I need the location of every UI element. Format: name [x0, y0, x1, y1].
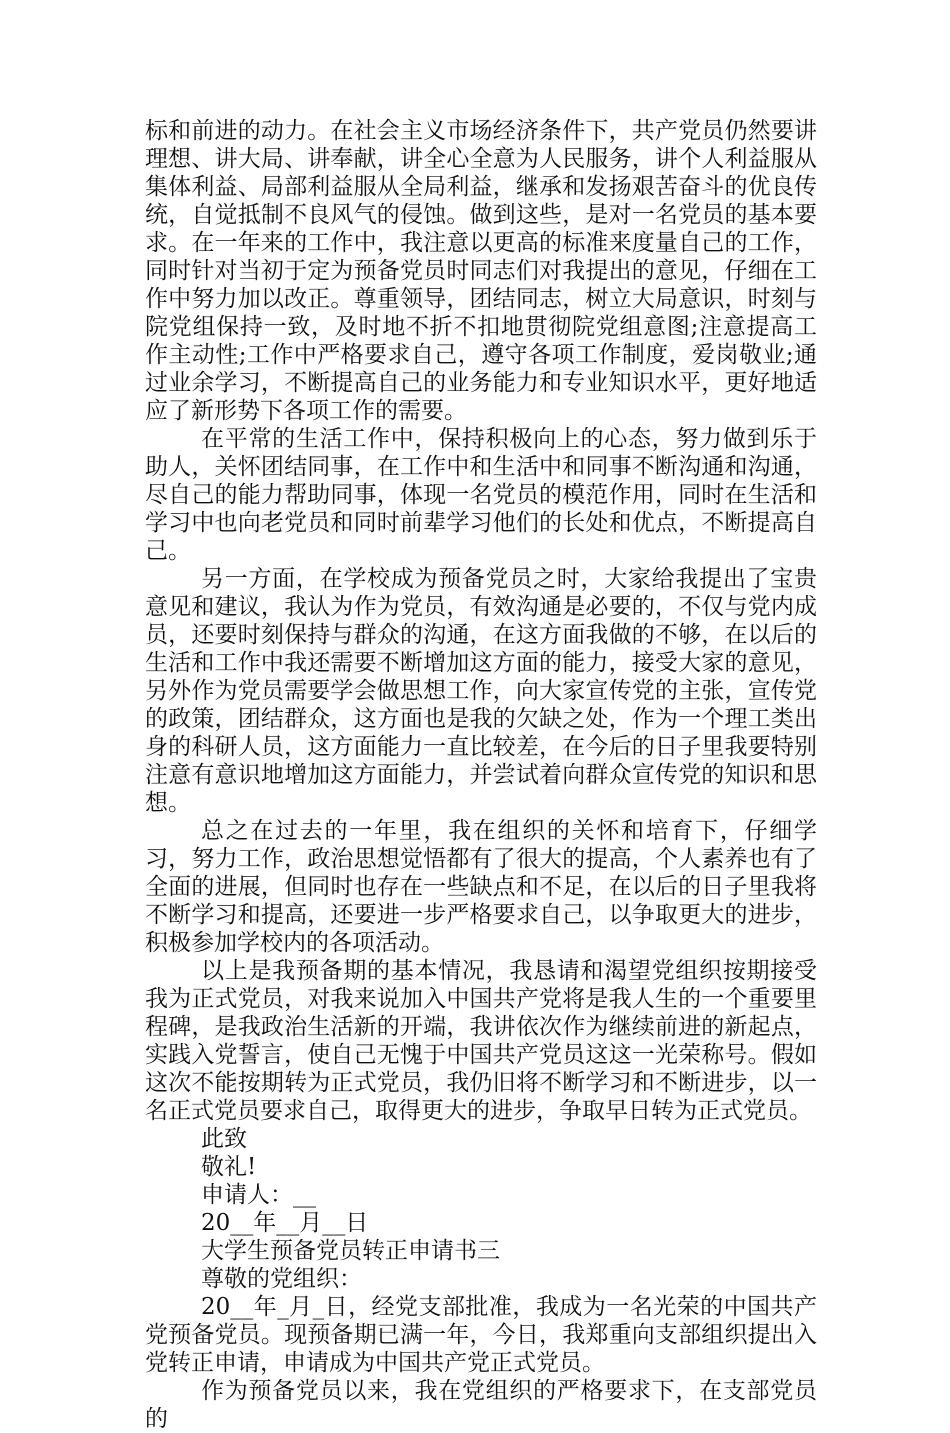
closing-line: 此致 [201, 1126, 247, 1152]
paragraph-request: 以上是我预备期的基本情况，我恳请和渴望党组织按期接受我为正式党员，对我来说加入中国共产党将是我人生的一个重要里程碑，是我政治生活新的开端，我讲依次作为继续前进的新起点，实践入党誓言，使自己无愧于中国共产党员这这一光荣称号。假如这次不能按期转为正式党员，我仍旧将不断学习和不断进步，以一名正式党员要求自己，取得更大的进步，争取早日转为正式党员。 [145, 958, 817, 1124]
paragraph-approval: 20__年_月_日，经党支部批准，我成为一名光荣的中国共产党预备党员。现预备期已满一年，今日，我郑重向支部组织提出入党转正申请，申请成为中国共产党正式党员。 [145, 1294, 817, 1376]
date-line: 20__年__月__日 [201, 1210, 369, 1236]
greeting-line: 尊敬的党组织： [201, 1266, 362, 1292]
paragraph-continued: 标和前进的动力。在社会主义市场经济条件下，共产党员仍然要讲理想、讲大局、讲奉献，讲全心全意为人民服务，讲个人利益服从集体利益、局部利益服从全局利益，继承和发扬艰苦奋斗的优良传统，自觉抵制不良风气的侵蚀。做到这些，是对一名党员的基本要求。在一年来的工作中，我注意以更高的标准来度量自己的工作，同时针对当初于定为预备党员时同志们对我提出的意见，仔细在工作中努力加以改正。尊重领导，团结同志，树立大局意识，时刻与院党组保持一致，及时地不折不扣地贯彻院党组意图;注意提高工作主动性;工作中严格要求自己，遵守各项工作制度，爱岗敬业;通过业余学习，不断提高自己的业务能力和专业知识水平，更好地适应了新形势下各项工作的需要。 [145, 118, 817, 424]
salute-line: 敬礼! [201, 1154, 257, 1180]
applicant-line: 申请人：__ [201, 1182, 316, 1208]
paragraph-communication: 另一方面，在学校成为预备党员之时，大家给我提出了宝贵意见和建议，我认为作为党员，有效沟通是必要的，不仅与党内成员，还要时刻保持与群众的沟通，在这方面我做的不够，在以后的生活和工作中我还需要不断增加这方面的能力，接受大家的意见，另外作为党员需要学会做思想工作，向大家宣传党的主张，宣传党的政策，团结群众，这方面也是我的欠缺之处，作为一个理工类出身的科研人员，这方面能力一直比较差，在今后的日子里我要特别注意有意识地增加这方面能力，并尝试着向群众宣传党的知识和思想。 [145, 566, 817, 816]
section-title: 大学生预备党员转正申请书三 [201, 1238, 500, 1264]
paragraph-summary: 总之在过去的一年里，我在组织的关怀和培育下，仔细学习，努力工作，政治思想觉悟都有了很大的提高，个人素养也有了全面的进展，但同时也存在一些缺点和不足，在以后的日子里我将不断学习和提高，还要进一步严格要求自己，以争取更大的进步，积极参加学校内的各项活动。 [145, 818, 817, 956]
paragraph-since-probation: 作为预备党员以来，我在党组织的严格要求下，在支部党员的 [145, 1378, 817, 1432]
paragraph-daily-life: 在平常的生活工作中，保持积极向上的心态，努力做到乐于助人，关怀团结同事，在工作中和生活中和同事不断沟通和沟通，尽自己的能力帮助同事，体现一名党员的模范作用，同时在生活和学习中也向老党员和同时前辈学习他们的长处和优点，不断提高自己。 [145, 426, 817, 564]
document-body [145, 117, 817, 1433]
